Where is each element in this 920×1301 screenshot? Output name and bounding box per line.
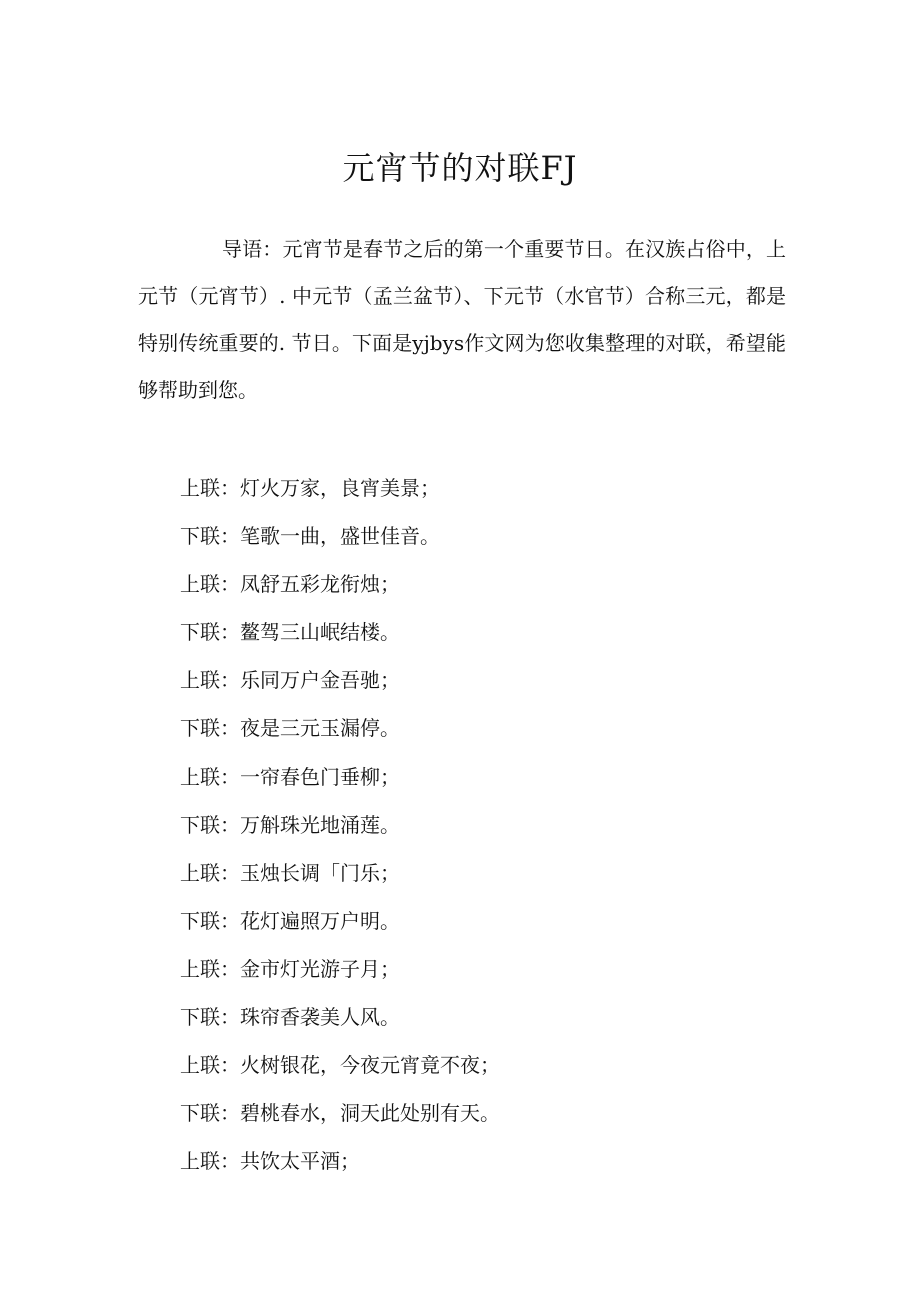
couplet-line: 上联：玉烛长调「门乐； xyxy=(180,860,400,885)
couplet-line: 下联：夜是三元玉漏停。 xyxy=(180,716,400,741)
couplet-line: 下联：鳌驾三山岷结楼。 xyxy=(180,620,400,645)
couplet-line: 上联：乐同万户金吾驰； xyxy=(180,668,400,693)
couplet-line: 上联：灯火万家，良宵美景； xyxy=(180,476,440,500)
couplet-line: 下联：笔歌一曲，盛世佳音。 xyxy=(180,524,440,549)
couplet-line: 上联：一帘春色门垂柳； xyxy=(180,764,400,789)
couplet-line: 下联：珠帘香袭美人风。 xyxy=(180,1005,400,1030)
intro-line: 特别传统重要的. 节日。下面是yjbys作文网为您收集整理的对联，希望能 xyxy=(138,331,786,355)
intro-line: 够帮助到您。 xyxy=(138,378,258,402)
intro-line: 导语：元宵节是春节之后的第一个重要节日。在汉族占俗中，上 xyxy=(222,237,786,261)
intro-paragraph xyxy=(138,226,786,414)
couplet-line: 上联：金市灯光游子月； xyxy=(180,956,400,981)
page-title: 元宵节的对联FJ xyxy=(342,149,578,187)
couplet-line: 上联：凤舒五彩龙衔烛； xyxy=(180,572,400,597)
couplet-line: 下联：花灯遍照万户明。 xyxy=(180,908,400,933)
couplet-line: 下联：万斛珠光地涌莲。 xyxy=(180,812,400,837)
couplet-line: 上联：共饮太平酒； xyxy=(180,1149,360,1174)
couplet-line: 上联：火树银花，今夜元宵竟不夜； xyxy=(180,1053,500,1078)
couplet-line: 下联：碧桃春水，洞天此处别有天。 xyxy=(180,1101,500,1126)
couplet-list xyxy=(180,464,740,1185)
intro-line: 元节（元宵节）. 中元节（孟兰盆节）、下元节（水官节）合称三元，都是 xyxy=(138,284,786,308)
